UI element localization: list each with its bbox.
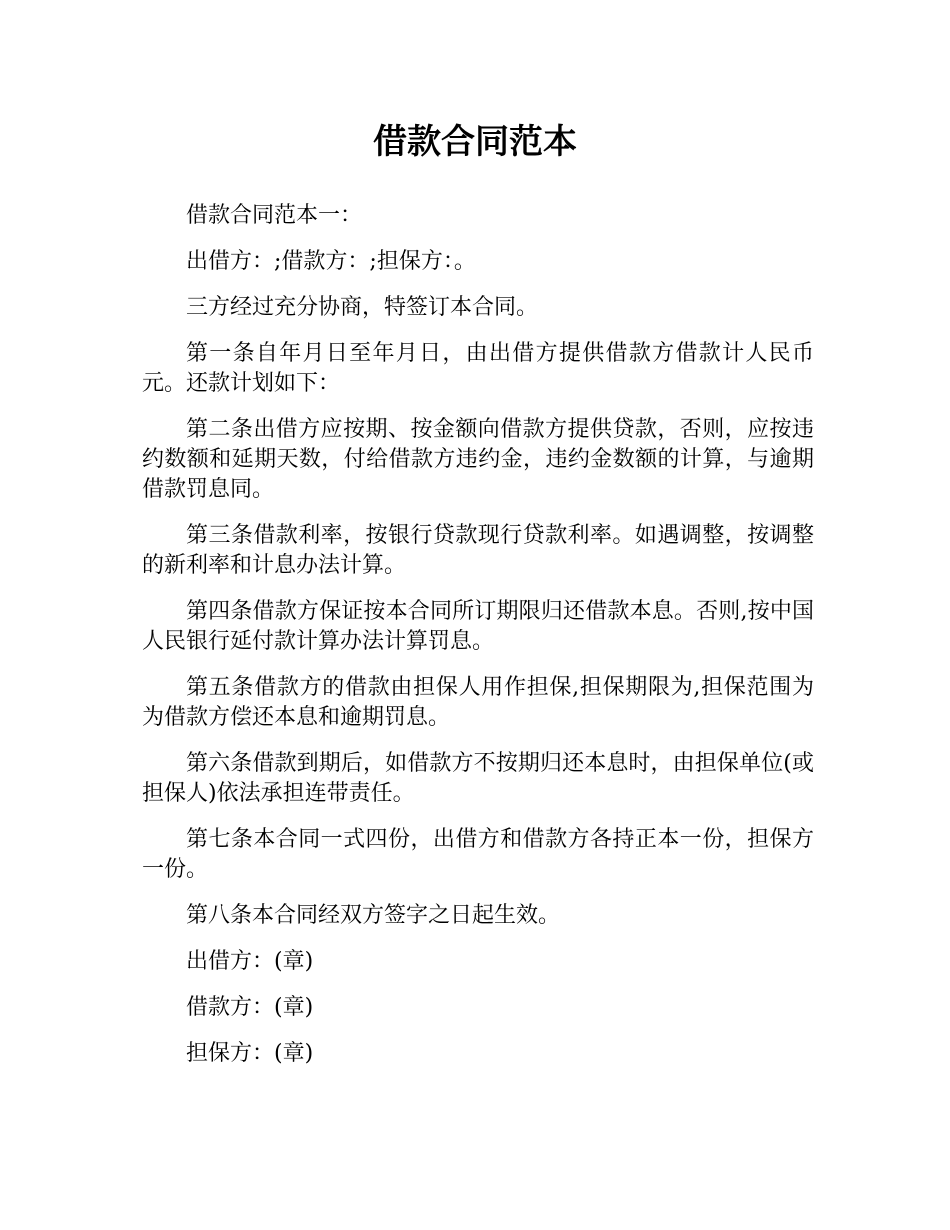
paragraph-agreement: 三方经过充分协商，特签订本合同。 [186,295,539,320]
paragraph-article-3: 第三条借款利率，按银行贷款现行贷款利率。如遇调整，按调整的新利率和计息办法计算。 [142,523,814,578]
signature-guarantor: 担保方：(章) [186,1041,314,1066]
document-body [142,201,814,1085]
paragraph-article-8: 第八条本合同经双方签字之日起生效。 [186,903,561,928]
paragraph-heading-sample-one: 借款合同范本一： [186,203,363,228]
signature-lender: 出借方：(章) [186,949,314,974]
paragraph-article-6: 第六条借款到期后，如借款方不按期归还本息时，由担保单位(或担保人)依法承担连带责任。 [142,751,814,806]
paragraph-article-2: 第二条出借方应按期、按金额向借款方提供贷款，否则，应按违约数额和延期天数，付给借款方违约金，违约金数额的计算，与逾期借款罚息同。 [142,417,814,502]
signature-borrower: 借款方：(章) [186,995,314,1020]
paragraph-article-5: 第五条借款方的借款由担保人用作担保,担保期限为,担保范围为为借款方偿还本息和逾期罚息。 [142,675,814,730]
paragraph-article-1: 第一条自年月日至年月日，由出借方提供借款方借款计人民币元。还款计划如下： [142,341,814,396]
paragraph-parties: 出借方：;借款方：;担保方：。 [186,249,476,274]
paragraph-article-7: 第七条本合同一式四份，出借方和借款方各持正本一份，担保方一份。 [142,827,814,882]
document-title: 借款合同范本 [373,122,577,162]
paragraph-article-4: 第四条借款方保证按本合同所订期限归还借款本息。否则,按中国人民银行延付款计算办法计算罚息。 [142,599,814,654]
